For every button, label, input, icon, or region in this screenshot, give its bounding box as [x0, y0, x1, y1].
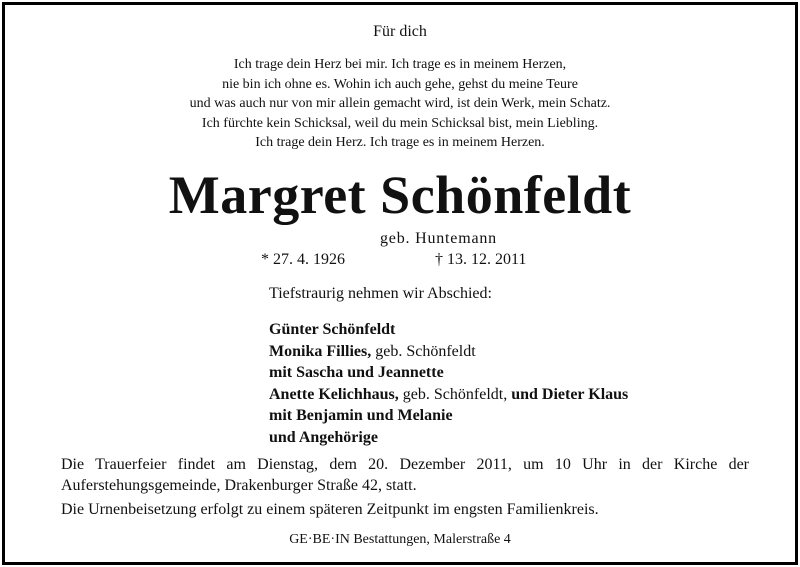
funeral-home: GE·BE·IN Bestattungen, Malerstraße 4 [289, 532, 511, 547]
urn-burial-info: Die Urnenbeisetzung erfolgt zu einem späteren Zeitpunkt im engsten Familienkreis. [61, 501, 599, 518]
poem-line: nie bin ich ohne es. Wohin ich auch gehe, gehst du meine Teure [222, 76, 578, 92]
farewell-intro: Tiefstraurig nehmen wir Abschied: [269, 285, 492, 302]
mourner-name: mit Benjamin und Melanie [269, 407, 453, 424]
mourner-name: Anette Kelichhaus, [269, 385, 399, 403]
poem-line: Ich trage dein Herz. Ich trage es in meinem Herzen. [255, 135, 545, 150]
mourner-line [269, 341, 628, 363]
mourner-line [269, 405, 628, 427]
poem-line: und was auch nur von mir allein gemacht wird, ist dein Werk, mein Schatz. [189, 96, 611, 111]
death-date: † 13. 12. 2011 [435, 251, 527, 268]
mourner-name: Monika Fillies, [269, 342, 372, 360]
mourner-birthname: geb. Schönfeldt, [398, 385, 512, 403]
notice-heading: Für dich [373, 23, 427, 40]
mourner-line [269, 319, 628, 341]
mourner-name: Günter Schönfeldt [269, 321, 396, 338]
poem-line: Ich fürchte kein Schicksal, weil du mein Schicksal bist, mein Liebling. [201, 115, 599, 131]
poem-line: Ich trage dein Herz bei mir. Ich trage es in meinem Herzen, [233, 57, 567, 72]
mourners-list [269, 319, 628, 448]
mourner-name: mit Sascha und Jeannette [269, 364, 444, 381]
birth-date: * 27. 4. 1926 [261, 251, 345, 268]
deceased-name: Margret Schönfeldt [168, 165, 632, 225]
mourner-name: und Dieter Klaus [511, 385, 629, 403]
mourner-name: und Angehörige [269, 428, 378, 446]
birth-name: geb. Huntemann [380, 230, 497, 247]
poem [5, 55, 795, 153]
obituary-notice [2, 2, 798, 565]
mourner-birthname: geb. Schönfeldt [371, 342, 476, 360]
mourner-line [269, 362, 628, 384]
mourner-line [269, 427, 628, 449]
mourner-line [269, 384, 628, 406]
ceremony-info: Die Trauerfeier findet am Dienstag, dem 20. Dezember 2011, um 10 Uhr in der Kirche der Auferstehungsgemeinde, Drakenburger Straße 42, statt. [61, 456, 749, 494]
